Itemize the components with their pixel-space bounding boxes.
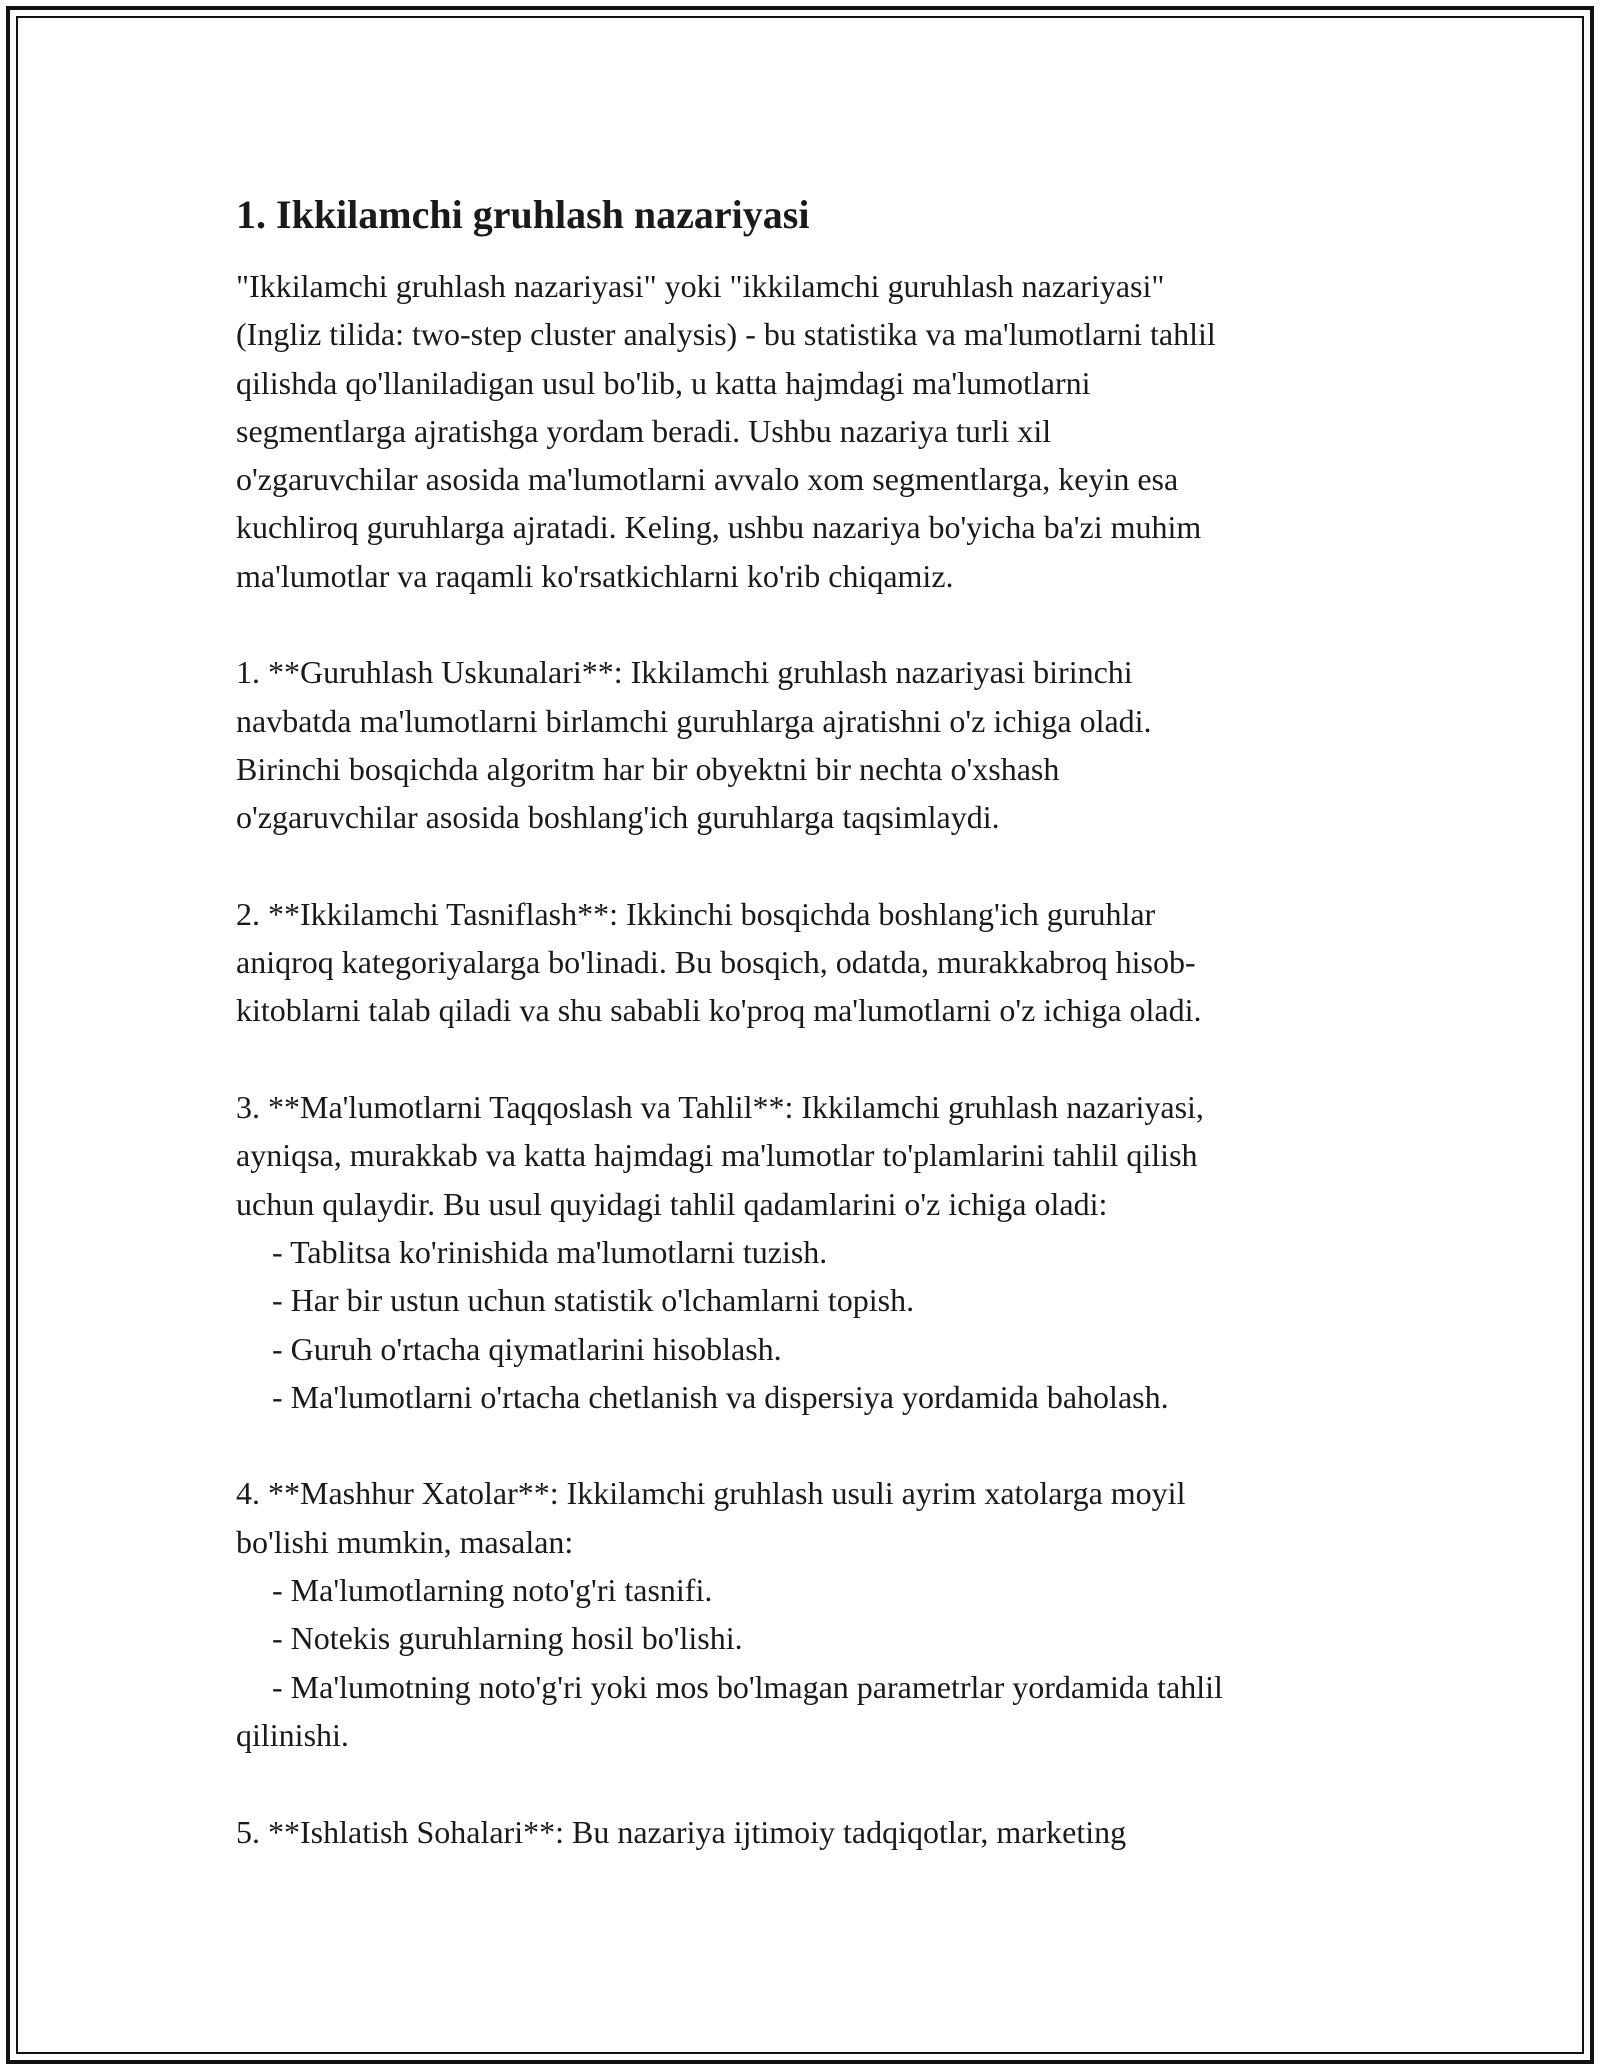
text-line: segmentlarga ajratishga yordam beradi. Ushbu nazariya turli xil [236, 412, 1052, 449]
section-1 [236, 648, 1376, 841]
text-line: (Ingliz tilida: two-step cluster analysis) - bu statistika va ma'lumotlarni tahlil [236, 316, 1216, 353]
bullet-item: - Ma'lumotlarni o'rtacha chetlanish va dispersiya yordamida baholash. [272, 1378, 1169, 1415]
text-line: navbatda ma'lumotlarni birlamchi guruhlarga ajratishni o'z ichiga oladi. [236, 702, 1152, 739]
text-line: kuchliroq guruhlarga ajratadi. Keling, ushbu nazariya bo'yicha ba'zi muhim [236, 509, 1202, 546]
text-line: bo'lishi mumkin, masalan: [236, 1523, 574, 1560]
text-line: o'zgaruvchilar asosida ma'lumotlarni avvalo xom segmentlarga, keyin esa [236, 461, 1179, 498]
text-line: ma'lumotlar va raqamli ko'rsatkichlarni ko'rib chiqamiz. [236, 557, 954, 594]
paragraph-gap [236, 1035, 1376, 1083]
text-line: 5. **Ishlatish Sohalari**: Bu nazariya ijtimoiy tadqiqotlar, marketing [236, 1813, 1127, 1850]
bullet-item: - Ma'lumotning noto'g'ri yoki mos bo'lmagan parametrlar yordamida tahlil [272, 1668, 1223, 1705]
intro-paragraph [236, 262, 1376, 600]
section-5 [236, 1808, 1376, 1856]
section-3 [236, 1083, 1376, 1421]
bullet-item: - Guruh o'rtacha qiymatlarini hisoblash. [272, 1330, 782, 1367]
paragraph-gap [236, 1759, 1376, 1807]
paragraph-gap [236, 1421, 1376, 1469]
bullet-item: - Notekis guruhlarning hosil bo'lishi. [272, 1620, 743, 1657]
text-line: aniqroq kategoriyalarga bo'linadi. Bu bosqich, odatda, murakkabroq hisob- [236, 944, 1196, 981]
text-line: ayniqsa, murakkab va katta hajmdagi ma'lumotlar to'plamlarini tahlil qilish [236, 1137, 1198, 1174]
section-2 [236, 890, 1376, 1035]
bullet-item: - Ma'lumotlarning noto'g'ri tasnifi. [272, 1572, 713, 1609]
document-title: 1. Ikkilamchi gruhlash nazariyasi [236, 192, 810, 237]
text-line: "Ikkilamchi gruhlash nazariyasi" yoki "ikkilamchi guruhlash nazariyasi" [236, 268, 1165, 304]
paragraph-gap [236, 600, 1376, 648]
bullet-item: - Har bir ustun uchun statistik o'lchamlarni topish. [272, 1282, 915, 1319]
text-line: qilinishi. [236, 1716, 349, 1753]
document-body [236, 188, 1376, 1856]
text-line: qilishda qo'llaniladigan usul bo'lib, u katta hajmdagi ma'lumotlarni [236, 364, 1091, 401]
section-4 [236, 1469, 1376, 1759]
bullet-item: - Tablitsa ko'rinishida ma'lumotlarni tuzish. [272, 1233, 828, 1270]
text-line: kitoblarni talab qiladi va shu sababli ko'proq ma'lumotlarni o'z ichiga oladi. [236, 992, 1202, 1029]
text-line: 2. **Ikkilamchi Tasniflash**: Ikkinchi bosqichda boshlang'ich guruhlar [236, 895, 1156, 932]
text-line: o'zgaruvchilar asosida boshlang'ich guruhlarga taqsimlaydi. [236, 799, 1000, 836]
text-line: Birinchi bosqichda algoritm har bir obyektni bir nechta o'xshash [236, 750, 1060, 787]
text-line: 1. **Guruhlash Uskunalari**: Ikkilamchi gruhlash nazariyasi birinchi [236, 654, 1133, 691]
text-line: uchun qulaydir. Bu usul quyidagi tahlil qadamlarini o'z ichiga oladi: [236, 1185, 1108, 1222]
text-line: 4. **Mashhur Xatolar**: Ikkilamchi gruhlash usuli ayrim xatolarga moyil [236, 1475, 1186, 1512]
text-line: 3. **Ma'lumotlarni Taqqoslash va Tahlil**: Ikkilamchi gruhlash nazariyasi, [236, 1089, 1204, 1126]
paragraph-gap [236, 842, 1376, 890]
